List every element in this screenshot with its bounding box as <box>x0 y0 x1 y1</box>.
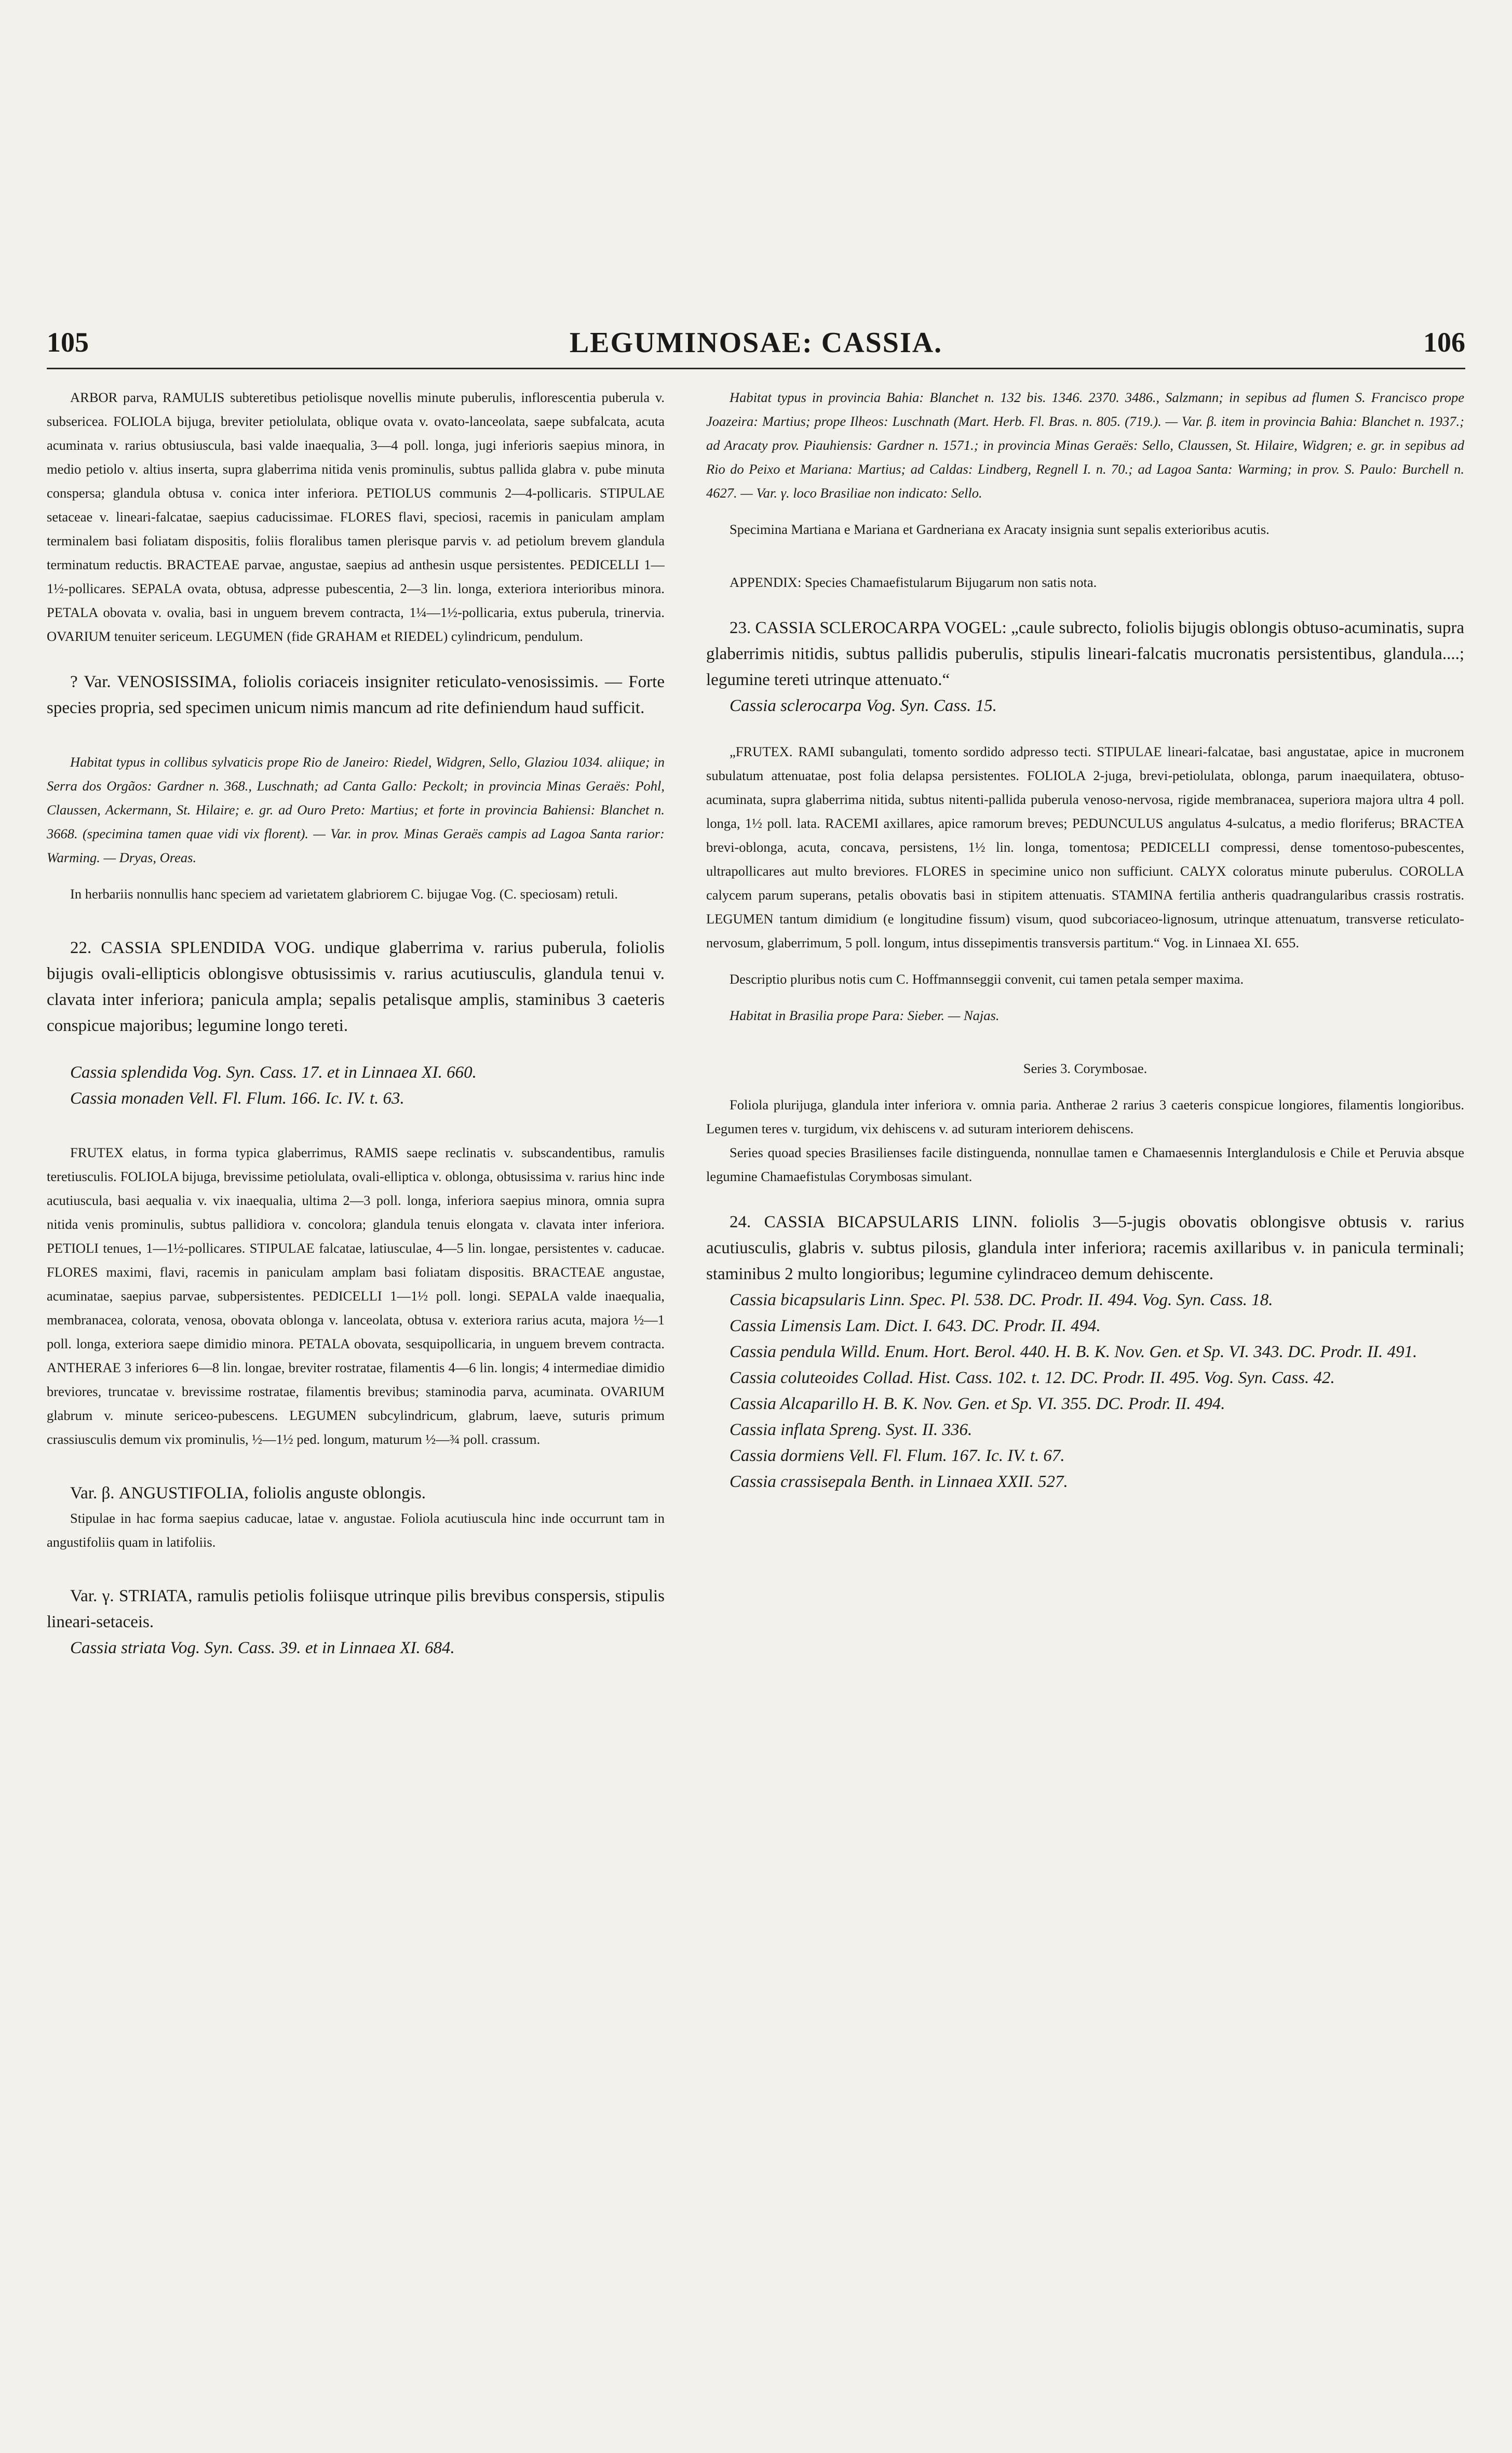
paragraph: Series quoad species Brasilienses facile distinguenda, nonnullae tamen e Chamaesennis Interglandulosis e Chile et Peruvia absque legumine Chamaefistulas Corymbosas simulant. <box>706 1145 1464 1184</box>
paragraph: Cassia pendula Willd. Enum. Hort. Berol. 440. H. B. K. Nov. Gen. et Sp. VI. 343. DC. Prodr. II. 491. <box>730 1343 1418 1361</box>
paragraph: ? Var. VENOSISSIMA, foliolis coriaceis insigniter reticulato-venosissimis. — Forte species propria, sed specimen unicum nimis mancum ad rite definiendum haud sufficit. <box>47 673 665 717</box>
paragraph: Var. β. ANGUSTIFOLIA, foliolis anguste oblongis. <box>70 1484 426 1503</box>
paragraph-spacer <box>47 906 665 935</box>
paragraph: ARBOR parva, RAMULIS subteretibus petiolisque novellis minute puberulis, inflorescentia puberula v. subsericea. FOLIOLA bijuga, breviter petiolulata, oblique ovata v. ovato-lanceolata, saepe subfalcata, acuta acuminata v. rarius obtusiuscula, basi valde inaequalia, 3—4 poll. longa, jugi inferioris saepius minora, in medio petiolo v. altius inserta, supra glaberrima nitida venis prominulis, subtus pallida glabra v. pube minuta conspersa; glandula obtusa v. conica inter inferiora. PETIOLUS communis 2—4-pollicaris. STIPULAE setaceae v. lineari-falcatae, saepius caducissimae. FLORES flavi, speciosi, racemis in paniculam amplam terminalem basi foliatam dispositis, foliis floralibus tamen plerisque parvis v. ad petiolum brevem glandula terminatum reductis. BRACTEAE parvae, angustae, saepius ad anthesin usque persistentes. PEDICELLI 1—1½-pollicares. SEPALA ovata, obtusa, adpresse pubescentia, 2—3 lin. longa, exteriora interioribus minora. PETALA obovata v. ovalia, basi in unguem brevem contracta, 1¼—1½-pollicaria, extus puberula, trinervia. OVARIUM tenuiter sericeum. LEGUMEN (fide GRAHAM et RIEDEL) cylindricum, pendulum. <box>47 390 665 644</box>
paragraph: Cassia splendida Vog. Syn. Cass. 17. et in Linnaea XI. 660. <box>70 1063 477 1082</box>
paragraph: Cassia Limensis Lam. Dict. I. 643. DC. Prodr. II. 494. <box>730 1317 1101 1335</box>
paragraph-spacer <box>47 648 665 669</box>
paragraph: Var. γ. STRIATA, ramulis petiolis foliisque utrinque pilis brevibus conspersis, stipulis lineari-setaceis. <box>47 1587 665 1631</box>
paragraph-spacer <box>47 1451 665 1480</box>
paragraph-spacer <box>706 594 1464 615</box>
paragraph: FRUTEX elatus, in forma typica glaberrimus, RAMIS saepe reclinatis v. subscandentibus, ramulis teretiusculis. FOLIOLA bijuga, brevissime petiolulata, ovali-elliptica v. oblonga, obtusissima v. rarius hinc inde acutiuscula, basi aequalia v. vix inaequalia, ultima 2—3 poll. longa, inferiora saepius minora, omnia supra nitida venis prominulis, subtus pallidiora v. concolora; glandula tenuis elongata v. clavata inter inferiora. PETIOLI tenues, 1—1½-pollicares. STIPULAE falcatae, latiusculae, 4—5 lin. longae, persistentes v. caducae. FLORES maximi, flavi, racemis in paniculam amplam basi foliatam dispositis. BRACTEAE angustae, acuminatae, saepius parvae, subpersistentes. PEDICELLI 1—1½ poll. longi. SEPALA valde inaequalia, membranacea, colorata, venosa, obovata oblonga v. lanceolata, obtusa v. exteriora rarius acuta, majora ½—1 poll. longa, exteriora saepe dimidio minora. PETALA obovata, sesquipollicaria, in unguem brevem contracta. ANTHERAE 3 inferiores 6—8 lin. longae, breviter rostratae, filamentis 4—6 lin. longis; 4 intermediae dimidio breviores, truncatae v. brevissime rostratae, filamentis brevibus; staminodia parva, acuminata. OVARIUM glabrum v. minute sericeo-pubescens. LEGUMEN subcylindricum, glabrum, laeve, suturis primum crassiusculis demum vix prominulis, ½—1½ ped. longum, maturum ½—¾ poll. crassum. <box>47 1145 665 1447</box>
paragraph: Cassia crassisepala Benth. in Linnaea XXII. 527. <box>730 1472 1068 1491</box>
running-header <box>47 321 1465 369</box>
paragraph: Series 3. Corymbosae. <box>1023 1061 1148 1076</box>
page-number-right: 106 <box>1423 327 1465 358</box>
paragraph: Cassia Alcaparillo H. B. K. Nov. Gen. et Sp. VI. 355. DC. Prodr. II. 494. <box>730 1395 1225 1413</box>
paragraph-spacer <box>706 991 1464 1003</box>
paragraph-spacer <box>706 505 1464 517</box>
paragraph: 24. CASSIA BICAPSULARIS LINN. foliolis 3—5-jugis obovatis oblongisve obtusis v. rarius acutiusculis, glabris v. subtus pilosis, glandula inter inferiora; racemis axillaribus v. in panicula terminali; staminibus 2 multo longioribus; legumine cylindraceo demum dehiscente. <box>706 1213 1464 1283</box>
paragraph: Cassia monaden Vell. Fl. Flum. 166. Ic. IV. t. 63. <box>70 1089 404 1108</box>
paragraph-spacer <box>706 1080 1464 1093</box>
paragraph: Cassia coluteoides Collad. Hist. Cass. 102. t. 12. DC. Prodr. II. 495. Vog. Syn. Cass. 42. <box>730 1369 1335 1387</box>
paragraph: 23. CASSIA SCLEROCARPA VOGEL: „caule subrecto, foliolis bijugis oblongis obtuso-acuminatis, supra glaberrimis nitidis, subtus pallidis puberulis, stipulis lineari-falcatis mucronatis persistentibus, glandula....; legumine tereti utrinque attenuato.“ <box>706 619 1464 689</box>
right-column <box>706 385 1464 2027</box>
paragraph: APPENDIX: Species Chamaefistularum Bijugarum non satis nota. <box>730 574 1097 590</box>
paragraph: Cassia striata Vog. Syn. Cass. 39. et in Linnaea XI. 684. <box>70 1639 455 1657</box>
paragraph-spacer <box>706 1188 1464 1209</box>
paragraph: Stipulae in hac forma saepius caducae, latae v. angustae. Foliola acutiuscula hinc inde occurrunt tam in angustifoliis quam in latifoliis. <box>47 1510 665 1550</box>
paragraph: 22. CASSIA SPLENDIDA VOG. undique glaberrima v. rarius puberula, foliolis bijugis ovali-ellipticis oblongisve obtusissimis v. rarius acutiusculis, glandula tenui v. clavata inter inferiora; panicula ampla; sepalis petalisque amplis, staminibus 3 caeteris conspicue majoribus; legumine longo tereti. <box>47 939 665 1035</box>
paragraph: Cassia dormiens Vell. Fl. Flum. 167. Ic. IV. t. 67. <box>730 1446 1065 1465</box>
left-column <box>47 385 665 2411</box>
paragraph-spacer <box>47 1039 665 1060</box>
paragraph: Descriptio pluribus notis cum C. Hoffmannseggii convenit, cui tamen petala semper maxima. <box>730 971 1244 987</box>
paragraph-spacer <box>47 1554 665 1583</box>
paragraph-spacer <box>706 955 1464 967</box>
paragraph: Cassia sclerocarpa Vog. Syn. Cass. 15. <box>730 696 997 715</box>
running-title: LEGUMINOSAE: CASSIA. <box>569 327 943 359</box>
paragraph: Foliola plurijuga, glandula inter inferiora v. omnia paria. Antherae 2 rarius 3 caeteris conspicue longiores, filamentis longioribus. Legumen teres v. turgidum, vix dehiscens v. ad suturam interiorem dehiscens. <box>706 1097 1464 1136</box>
page-number-left: 105 <box>47 327 89 358</box>
paragraph-spacer <box>706 541 1464 570</box>
paragraph: Habitat in Brasilia prope Para: Sieber. — Najas. <box>730 1008 1000 1023</box>
paragraph: In herbariis nonnullis hanc speciem ad varietatem glabriorem C. bijugae Vog. (C. speciosam) retuli. <box>70 886 618 902</box>
paragraph-spacer <box>47 721 665 750</box>
paragraph: Cassia inflata Spreng. Syst. II. 336. <box>730 1420 973 1439</box>
paragraph: Habitat typus in collibus sylvaticis prope Rio de Janeiro: Riedel, Widgren, Sello, Glaziou 1034. aliique; in Serra dos Orgãos: Gardner n. 368., Luschnath; ad Canta Gallo: Peckolt; in provincia Minas Geraës: Pohl, Claussen, Ackermann, St. Hilaire; e. gr. ad Ouro Preto: Martius; et forte in provincia Bahiensi: Blanchet n. 3668. (specimina tamen quae vidi vix florent). — Var. in prov. Minas Geraës campis ad Lagoa Santa rarior: Warming. — Dryas, Oreas. <box>47 754 665 865</box>
paragraph: Cassia bicapsularis Linn. Spec. Pl. 538. DC. Prodr. II. 494. Vog. Syn. Cass. 18. <box>730 1291 1273 1309</box>
paragraph: Habitat typus in provincia Bahia: Blanchet n. 132 bis. 1346. 2370. 3486., Salzmann; in sepibus ad flumen S. Francisco prope Joazeira: Martius; prope Ilheos: Luschnath (Mart. Herb. Fl. Bras. n. 805. (719.). — Var. β. item in provincia Bahia: Blanchet n. 1937.; ad Aracaty prov. Piauhiensis: Gardner n. 1571.; in provincia Minas Geraës: Sello, Claussen, St. Hilaire, Widgren; e. gr. in sepibus ad Rio do Peixo et Mariana: Martius; ad Caldas: Lindberg, Regnell I. n. 70.; ad Lagoa Santa: Warming; in prov. S. Paulo: Burchell n. 4627. — Var. γ. loco Brasiliae non indicato: Sello. <box>706 390 1464 501</box>
paragraph-spacer <box>706 1027 1464 1056</box>
paragraph-spacer <box>47 1111 665 1141</box>
paragraph: Specimina Martiana e Mariana et Gardneriana ex Aracaty insignia sunt sepalis exterioribus acutis. <box>730 521 1270 537</box>
paragraph-spacer <box>706 719 1464 740</box>
paragraph-spacer <box>47 869 665 882</box>
paragraph: „FRUTEX. RAMI subangulati, tomento sordido adpresso tecti. STIPULAE lineari-falcatae, basi angustatae, apice in mucronem subulatum attenuatae, post folia delapsa persistentes. FOLIOLA 2-juga, brevi-petiolulata, oblonga, parum inaequilatera, obtuso-acuminata, supra glaberrima nitida, subtus nitenti-pallida puberula venoso-nervosa, rigide membranacea, superiora majora ultra 4 poll. longa, 1½ poll. lata. RACEMI axillares, apice ramorum breves; PEDUNCULUS angulatus 4-sulcatus, a medio floriferus; BRACTEA brevi-oblonga, acuta, concava, persistens, 1½ lin. longa, tomentosa; PEDICELLI compressi, dense tomentoso-pubescentes, ultrapollicares aut multo breviores. FLORES in specimine unico non sufficiunt. CALYX coloratus minute puberulus. COROLLA calycem parum superans, petalis obovatis basi in stipitem attenuatis. STAMINA fertilia antheris quadrangularibus crassis rostratis. LEGUMEN tantum dimidium (e longitudine fissum) visum, quod subcoriaceo-lignosum, utrinque attenuatum, transverse reticulato-nervosum, glaberrimum, 5 poll. longum, intus dissepimentis transversis partitum.“ Vog. in Linnaea XI. 655. <box>706 744 1464 950</box>
